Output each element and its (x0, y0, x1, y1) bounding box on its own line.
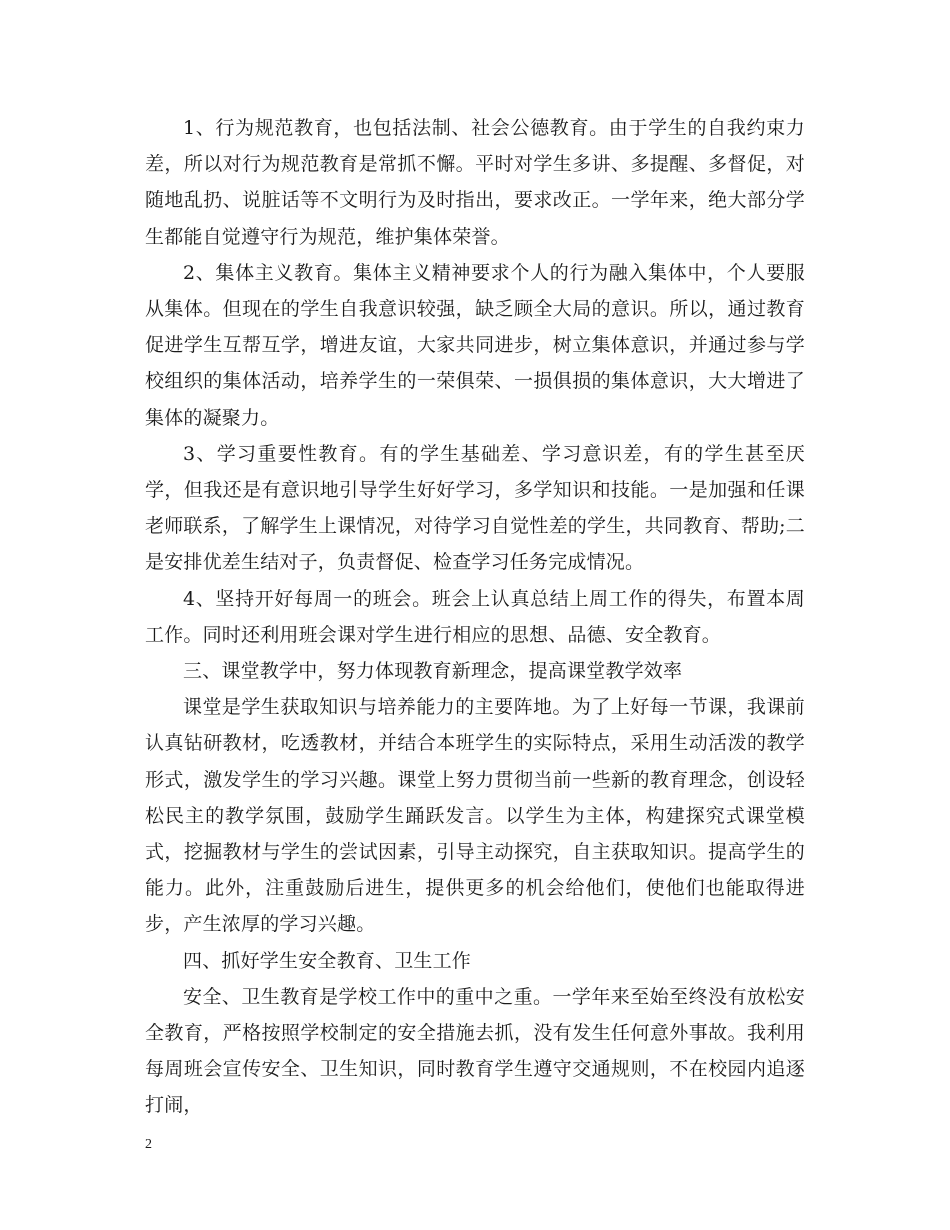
section-heading-safety-hygiene: 四、抓好学生安全教育、卫生工作 (183, 949, 472, 972)
paragraph-collectivism: 2、集体主义教育。集体主义精神要求个人的行为融入集体中，个人要服从集体。但现在的学生自我意识较强，缺乏顾全大局的意识。所以，通过教育促进学生互帮互学，增进友谊，大家共同进步，树立集体意识，并通过参与学校组织的集体活动，培养学生的一荣俱荣、一损俱损的集体意识，大大增进了集体的凝聚力。 (145, 261, 805, 429)
section-heading-classroom-teaching: 三、课堂教学中，努力体现教育新理念，提高课堂教学效率 (183, 660, 683, 683)
body-text (145, 110, 805, 1124)
paragraph-study-importance: 3、学习重要性教育。有的学生基础差、学习意识差，有的学生甚至厌学，但我还是有意识地引导学生好好学习，多学知识和技能。一是加强和任课老师联系，了解学生上课情况，对待学习自觉性差的学生，共同教育、帮助;二是安排优差生结对子，负责督促、检查学习任务完成情况。 (145, 442, 805, 574)
paragraph-classroom-teaching: 课堂是学生获取知识与培养能力的主要阵地。为了上好每一节课，我课前认真钻研教材，吃透教材，并结合本班学生的实际特点，采用生动活泼的教学形式，激发学生的学习兴趣。课堂上努力贯彻当前一些新的教育理念，创设轻松民主的教学氛围，鼓励学生踊跃发言。以学生为主体，构建探究式课堂模式，挖掘教材与学生的尝试因素，引导主动探究，自主获取知识。提高学生的能力。此外，注重鼓励后进生，提供更多的机会给他们，使他们也能取得进步，产生浓厚的学习兴趣。 (145, 696, 805, 936)
paragraph-weekly-class-meeting: 4、坚持开好每周一的班会。班会上认真总结上周工作的得失，布置本周工作。同时还利用班会课对学生进行相应的思想、品德、安全教育。 (145, 587, 805, 646)
paragraph-behavior-norms: 1、行为规范教育，也包括法制、社会公德教育。由于学生的自我约束力差，所以对行为规范教育是常抓不懈。平时对学生多讲、多提醒、多督促，对随地乱扔、说脏话等不文明行为及时指出，要求改正。一学年来，绝大部分学生都能自觉遵守行为规范，维护集体荣誉。 (145, 117, 805, 248)
page-number: 2 (145, 1137, 152, 1152)
paragraph-safety-hygiene: 安全、卫生教育是学校工作中的重中之重。一学年来至始至终没有放松安全教育，严格按照学校制定的安全措施去抓，没有发生任何意外事故。我利用每周班会宣传安全、卫生知识，同时教育学生遵守交通规则，不在校园内追逐打闹， (145, 985, 805, 1117)
